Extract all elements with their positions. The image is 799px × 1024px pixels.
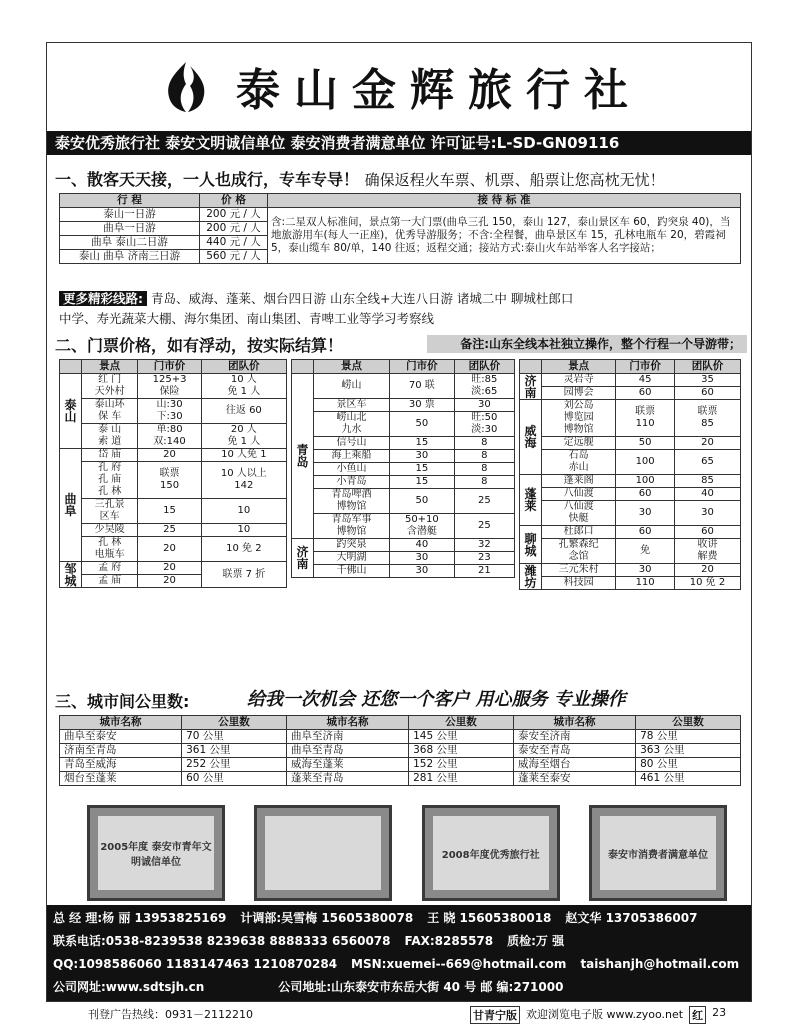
section2-note: 备注:山东全线本社独立操作，整个行程一个导游带； xyxy=(427,335,747,353)
more-routes-tag: 更多精彩线路: xyxy=(59,291,147,306)
tour-header: 价 格 xyxy=(200,194,268,208)
ticket-cell: 100 xyxy=(616,475,675,488)
ticket-cell: 25 xyxy=(454,514,514,539)
ticket-row xyxy=(520,526,741,539)
ticket-row xyxy=(292,450,515,463)
ticket-cell: 10 xyxy=(201,499,286,524)
ticket-cell: 30 票 xyxy=(390,399,455,412)
ticket-header: 景点 xyxy=(314,360,390,374)
ticket-cell: 60 xyxy=(675,387,741,400)
distance-cell: 145 公里 xyxy=(409,730,514,744)
tour-name: 曲阜一日游 xyxy=(60,222,200,236)
page-tag: 红 xyxy=(689,1006,706,1024)
distance-cell: 461 公里 xyxy=(636,772,741,786)
ticket-cell: 趵突泉 xyxy=(314,539,390,552)
distance-cell: 363 公里 xyxy=(636,744,741,758)
distance-header: 城市名称 xyxy=(286,716,408,730)
ticket-cell: 10 免 2 xyxy=(201,537,286,562)
ticket-cell: 景区车 xyxy=(314,399,390,412)
ticket-header: 门市价 xyxy=(390,360,455,374)
ticket-cell: 15 xyxy=(390,463,455,476)
ticket-cell: 孔 林 电瓶车 xyxy=(82,537,138,562)
slogan: 给我一次机会 还您一个客户 用心服务 专业操作 xyxy=(247,689,626,710)
distance-cell: 泰安至青岛 xyxy=(513,744,635,758)
ticket-cell: 20 xyxy=(675,437,741,450)
ticket-row xyxy=(520,400,741,437)
ticket-cell: 孟 府 xyxy=(82,562,138,575)
ticket-row xyxy=(292,514,515,539)
tour-name: 泰山 曲阜 济南三日游 xyxy=(60,250,200,264)
distance-header: 公里数 xyxy=(182,716,287,730)
ticket-cell: 21 xyxy=(454,565,514,578)
ticket-cell: 15 xyxy=(390,437,455,450)
region-label: 潍 坊 xyxy=(520,564,542,590)
ticket-row xyxy=(292,374,515,399)
ad-hotline: 刊登广告热线：0931－2112210 xyxy=(88,1008,253,1021)
section1-title: 一、散客天天接，一人也成行，专车专导！ xyxy=(55,170,360,189)
more-routes-line2: 中学、寿光蔬菜大棚、海尔集团、南山集团、青啤工业等学习考察线 xyxy=(59,311,435,326)
ticket-row xyxy=(520,475,741,488)
ticket-cell: 岱 庙 xyxy=(82,449,138,462)
distance-table xyxy=(59,715,741,786)
ticket-cell: 小青岛 xyxy=(314,476,390,489)
ticket-cell: 联票 150 xyxy=(138,462,201,499)
ticket-cell: 35 xyxy=(675,374,741,387)
ticket-cell: 旺:50 淡:30 xyxy=(454,412,514,437)
distance-cell: 威海至蓬莱 xyxy=(286,758,408,772)
ticket-cell: 杜郎口 xyxy=(542,526,616,539)
ticket-cell: 85 xyxy=(675,475,741,488)
ticket-row xyxy=(60,524,287,537)
ticket-cell: 10 xyxy=(201,524,286,537)
ticket-cell: 信号山 xyxy=(314,437,390,450)
tour-price: 440 元 / 人 xyxy=(200,236,268,250)
distance-cell: 威海至烟台 xyxy=(513,758,635,772)
ticket-cell: 孟 庙 xyxy=(82,575,138,588)
ticket-cell: 往返 60 xyxy=(201,399,286,424)
ticket-cell: 60 xyxy=(616,488,675,501)
ticket-cell: 25 xyxy=(454,489,514,514)
ticket-row xyxy=(292,552,515,565)
ticket-cell: 20 xyxy=(138,449,201,462)
contact-row: 联系电话:0538-8239538 8239638 8888333 6560078 FAX:8285578 质检:万 强 xyxy=(53,934,565,948)
distance-cell: 78 公里 xyxy=(636,730,741,744)
section3-title: 三、城市间公里数: xyxy=(55,692,190,711)
ticket-row xyxy=(520,450,741,475)
ticket-row xyxy=(60,424,287,449)
contact-row: 总 经 理:杨 丽 13953825169 计调部:吴雪梅 15605380078 王 晓 15605380018 赵文华 13705386007 xyxy=(53,911,698,925)
ticket-row xyxy=(292,565,515,578)
section1-heading xyxy=(55,167,665,190)
ticket-row xyxy=(292,476,515,489)
distance-header: 公里数 xyxy=(636,716,741,730)
ticket-cell: 免 xyxy=(616,539,675,564)
ticket-cell: 65 xyxy=(675,450,741,475)
ticket-row xyxy=(60,462,287,499)
ticket-cell: 孔繁森纪 念馆 xyxy=(542,539,616,564)
tour-header: 行 程 xyxy=(60,194,200,208)
ticket-cell: 32 xyxy=(454,539,514,552)
region-label: 济 南 xyxy=(292,539,314,578)
ticket-row xyxy=(60,374,287,399)
ticket-cell: 20 xyxy=(138,575,201,588)
distance-cell: 80 公里 xyxy=(636,758,741,772)
ticket-row xyxy=(60,399,287,424)
tour-name: 泰山一日游 xyxy=(60,208,200,222)
ticket-cell: 60 xyxy=(675,526,741,539)
ticket-cell: 八仙渡 xyxy=(542,488,616,501)
ticket-header: 门市价 xyxy=(138,360,201,374)
ticket-cell: 泰山环 保 车 xyxy=(82,399,138,424)
ticket-cell: 50 xyxy=(390,412,455,437)
ticket-header: 团队价 xyxy=(675,360,741,374)
ticket-cell: 青岛啤酒 博物馆 xyxy=(314,489,390,514)
distance-cell: 曲阜至青岛 xyxy=(286,744,408,758)
distance-header: 城市名称 xyxy=(513,716,635,730)
ticket-row xyxy=(520,387,741,400)
ticket-row xyxy=(60,562,287,575)
ticket-cell: 25 xyxy=(138,524,201,537)
ticket-cell: 单:80 双:140 xyxy=(138,424,201,449)
distance-row xyxy=(60,730,741,744)
footer xyxy=(0,1006,799,1024)
ticket-cell: 三孔景 区车 xyxy=(82,499,138,524)
ticket-row xyxy=(60,449,287,462)
contact-block xyxy=(47,905,751,1001)
region-label: 泰 山 xyxy=(60,374,82,449)
ticket-cell: 孔 府 孔 庙 孔 林 xyxy=(82,462,138,499)
region-header xyxy=(292,360,314,374)
distance-cell: 烟台至蓬莱 xyxy=(60,772,182,786)
ticket-cell: 10 人以上 142 xyxy=(201,462,286,499)
distance-cell: 70 公里 xyxy=(182,730,287,744)
ticket-cell: 15 xyxy=(138,499,201,524)
distance-header: 公里数 xyxy=(409,716,514,730)
ticket-cell: 旺:85 淡:65 xyxy=(454,374,514,399)
ticket-header: 门市价 xyxy=(616,360,675,374)
edition-badge: 甘青宁版 xyxy=(470,1006,520,1024)
ticket-cell: 60 xyxy=(616,387,675,400)
distance-cell: 361 公里 xyxy=(182,744,287,758)
ticket-cell: 125+3 保险 xyxy=(138,374,201,399)
distance-row xyxy=(60,772,741,786)
ticket-header: 景点 xyxy=(542,360,616,374)
ticket-cell: 23 xyxy=(454,552,514,565)
ticket-cell: 100 xyxy=(616,450,675,475)
ticket-row xyxy=(520,437,741,450)
region-label: 蓬 莱 xyxy=(520,475,542,526)
distance-cell: 蓬莱至青岛 xyxy=(286,772,408,786)
ticket-row xyxy=(520,374,741,387)
certificate-plaque: 2005年度 泰安市青年文明诚信单位 xyxy=(87,805,225,901)
contact-row: QQ:1098586060 1183147463 1210870284 MSN:xuemei--669@hotmail.com taishanjh@hotmail.com xyxy=(53,957,740,971)
ticket-cell: 20 xyxy=(675,564,741,577)
ticket-table-b xyxy=(291,359,515,578)
region-label: 济 南 xyxy=(520,374,542,400)
ticket-cell: 少昊陵 xyxy=(82,524,138,537)
region-header xyxy=(60,360,82,374)
ticket-cell: 10 人 免 1 人 xyxy=(201,374,286,399)
ticket-header: 景点 xyxy=(82,360,138,374)
region-header xyxy=(520,360,542,374)
ticket-header: 团队价 xyxy=(201,360,286,374)
tour-standard: 含:二星双人标准间，景点第一大门票(曲阜三孔 150，泰山 127，泰山景区车 60，趵突泉 40)，当地旅游用车(每人一正座)，优秀导游服务；不含:全程餐，曲阜景区车 15，孔林电瓶车 20，碧霞祠 5，泰山缆车 80/单，140 往返；返程交通；接站方式:泰山火车站举客人名字接站； xyxy=(268,208,741,264)
ticket-cell: 崂山北 九水 xyxy=(314,412,390,437)
ticket-cell: 50 xyxy=(616,437,675,450)
ticket-row xyxy=(292,489,515,514)
ticket-cell: 50 xyxy=(390,489,455,514)
region-label: 威 海 xyxy=(520,400,542,475)
ticket-cell: 30 xyxy=(390,565,455,578)
ticket-cell: 联票 7 折 xyxy=(201,562,286,588)
contact-row: 公司网址:www.sdtsjh.cn 公司地址:山东泰安市东岳大街 40 号 邮 编:271000 xyxy=(53,980,564,994)
ticket-cell: 20 xyxy=(138,537,201,562)
distance-cell: 152 公里 xyxy=(409,758,514,772)
ticket-row xyxy=(520,564,741,577)
ticket-cell: 定远舰 xyxy=(542,437,616,450)
ticket-row xyxy=(292,437,515,450)
ticket-cell: 园博会 xyxy=(542,387,616,400)
ticket-cell: 8 xyxy=(454,463,514,476)
ticket-header: 团队价 xyxy=(454,360,514,374)
ticket-cell: 海上乘船 xyxy=(314,450,390,463)
ticket-cell: 八仙渡 快艇 xyxy=(542,501,616,526)
tour-header: 接 待 标 准 xyxy=(268,194,741,208)
certificate-plaque: 泰安市消费者满意单位 xyxy=(589,805,727,901)
page-number: 23 xyxy=(712,1006,727,1019)
ticket-cell: 40 xyxy=(675,488,741,501)
distance-cell: 60 公里 xyxy=(182,772,287,786)
section2-title: 二、门票价格，如有浮动，按实际结算！ xyxy=(55,336,344,355)
ticket-cell: 千佛山 xyxy=(314,565,390,578)
ticket-cell: 30 xyxy=(675,501,741,526)
distance-row xyxy=(60,758,741,772)
tour-price: 560 元 / 人 xyxy=(200,250,268,264)
distance-cell: 青岛至威海 xyxy=(60,758,182,772)
region-label: 青 岛 xyxy=(292,374,314,539)
ticket-cell: 30 xyxy=(616,564,675,577)
region-label: 曲 阜 xyxy=(60,449,82,562)
page-frame xyxy=(46,42,752,1002)
ticket-cell: 泰 山 索 道 xyxy=(82,424,138,449)
ticket-cell: 40 xyxy=(390,539,455,552)
ticket-cell: 石岛 赤山 xyxy=(542,450,616,475)
region-label: 聊 城 xyxy=(520,526,542,564)
ticket-cell: 联票 110 xyxy=(616,400,675,437)
distance-cell: 蓬莱至泰安 xyxy=(513,772,635,786)
certificates xyxy=(87,805,727,905)
ticket-row xyxy=(520,501,741,526)
ticket-cell: 联票 85 xyxy=(675,400,741,437)
ticket-cell: 8 xyxy=(454,450,514,463)
ticket-cell: 三元朱村 xyxy=(542,564,616,577)
ticket-cell: 30 xyxy=(390,552,455,565)
ticket-row xyxy=(520,539,741,564)
certificate-plaque: 2008年度优秀旅行社 xyxy=(422,805,560,901)
ticket-row xyxy=(292,463,515,476)
ticket-cell: 科技园 xyxy=(542,577,616,590)
tour-price: 200 元 / 人 xyxy=(200,208,268,222)
ticket-table-c xyxy=(519,359,741,590)
ticket-cell: 20 xyxy=(138,562,201,575)
ticket-cell: 30 xyxy=(616,501,675,526)
distance-cell: 曲阜至济南 xyxy=(286,730,408,744)
tour-price: 200 元 / 人 xyxy=(200,222,268,236)
footer-url: 欢迎浏览电子版 www.zyoo.net xyxy=(526,1008,684,1021)
ticket-cell: 110 xyxy=(616,577,675,590)
distance-row xyxy=(60,744,741,758)
ticket-cell: 山:30 下:30 xyxy=(138,399,201,424)
ticket-cell: 20 人 免 1 人 xyxy=(201,424,286,449)
distance-cell: 济南至青岛 xyxy=(60,744,182,758)
ticket-cell: 8 xyxy=(454,437,514,450)
banner: 泰安优秀旅行社 泰安文明诚信单位 泰安消费者满意单位 许可证号:L-SD-GN09116 xyxy=(47,131,751,155)
ticket-cell: 收讲 解费 xyxy=(675,539,741,564)
ticket-cell: 30 xyxy=(390,450,455,463)
ticket-cell: 红 门 天外村 xyxy=(82,374,138,399)
ticket-row xyxy=(520,577,741,590)
distance-cell: 281 公里 xyxy=(409,772,514,786)
region-label: 邹 城 xyxy=(60,562,82,588)
header xyxy=(47,43,751,129)
ticket-cell: 小鱼山 xyxy=(314,463,390,476)
section1-subtitle: 确保返程火车票、机票、船票让您高枕无忧！ xyxy=(364,171,665,189)
ticket-cell: 50+10 含潜艇 xyxy=(390,514,455,539)
ticket-cell: 大明湖 xyxy=(314,552,390,565)
ticket-cell: 60 xyxy=(616,526,675,539)
distance-cell: 252 公里 xyxy=(182,758,287,772)
ticket-row xyxy=(292,539,515,552)
ticket-cell: 45 xyxy=(616,374,675,387)
tour-name: 曲阜 泰山二日游 xyxy=(60,236,200,250)
more-routes-line1: 青岛、威海、蓬莱、烟台四日游 山东全线+大连八日游 诸城二中 聊城杜郎口 xyxy=(151,291,574,306)
distance-header: 城市名称 xyxy=(60,716,182,730)
ticket-cell: 10 人免 1 xyxy=(201,449,286,462)
flame-logo-icon xyxy=(156,56,216,116)
page-title: 泰山金辉旅行社 xyxy=(236,65,642,116)
more-routes xyxy=(59,289,741,329)
ticket-cell: 15 xyxy=(390,476,455,489)
ticket-row xyxy=(60,537,287,562)
ticket-table-a xyxy=(59,359,287,588)
ticket-row xyxy=(520,488,741,501)
ticket-cell: 30 xyxy=(454,399,514,412)
ticket-cell: 青岛军事 博物馆 xyxy=(314,514,390,539)
tour-table xyxy=(59,193,741,264)
ticket-cell: 70 联 xyxy=(390,374,455,399)
distance-cell: 曲阜至泰安 xyxy=(60,730,182,744)
distance-cell: 368 公里 xyxy=(409,744,514,758)
ticket-cell: 10 免 2 xyxy=(675,577,741,590)
ticket-cell: 刘公岛 博览园 博物馆 xyxy=(542,400,616,437)
ticket-row xyxy=(292,399,515,412)
ticket-row xyxy=(60,499,287,524)
certificate-plaque xyxy=(254,805,392,901)
ticket-cell: 蓬莱阁 xyxy=(542,475,616,488)
ticket-cell: 灵岩寺 xyxy=(542,374,616,387)
ticket-cell: 崂山 xyxy=(314,374,390,399)
distance-cell: 泰安至济南 xyxy=(513,730,635,744)
ticket-cell: 8 xyxy=(454,476,514,489)
ticket-row xyxy=(292,412,515,437)
